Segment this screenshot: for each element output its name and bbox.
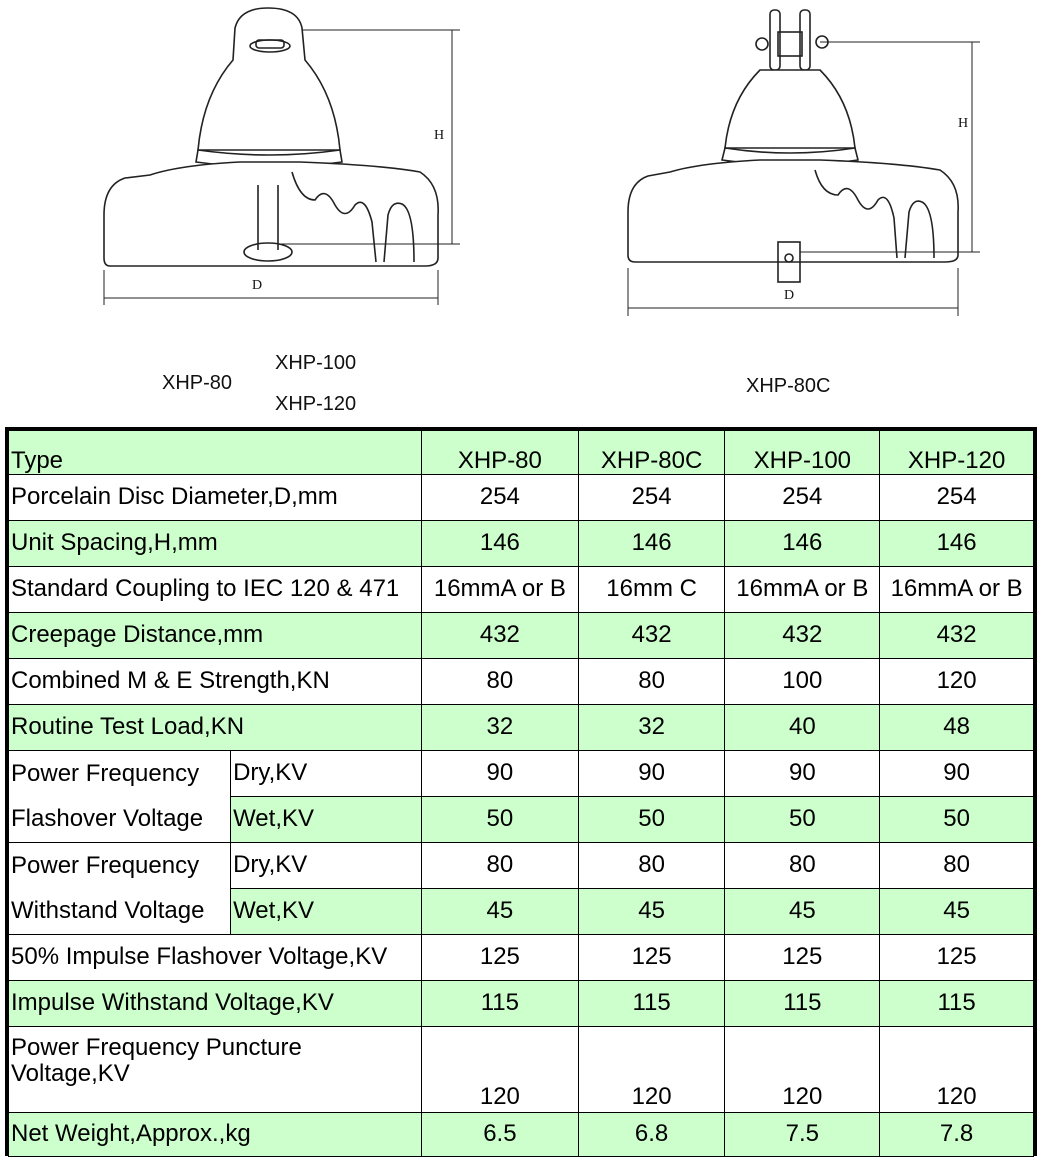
table-row xyxy=(9,1113,1034,1157)
table-row xyxy=(9,659,1034,705)
cell: 45 xyxy=(725,889,880,935)
cell: 125 xyxy=(880,935,1034,981)
cell: 80 xyxy=(422,659,579,705)
row-label: 50% Impulse Flashover Voltage,KV xyxy=(9,935,422,981)
cell: 90 xyxy=(578,751,725,797)
row-label: Impulse Withstand Voltage,KV xyxy=(9,981,422,1027)
table-row xyxy=(9,797,1034,843)
label-xhp-80: XHP-80 xyxy=(162,372,233,394)
header-row xyxy=(9,431,1034,475)
sub-label: Dry,KV xyxy=(231,751,422,797)
table-row xyxy=(9,475,1034,521)
cell: 80 xyxy=(578,843,725,889)
table-row xyxy=(9,935,1034,981)
cell: 120 xyxy=(725,1027,880,1113)
drawing-xhp-80 xyxy=(104,8,460,305)
spec-table xyxy=(5,427,1037,1156)
row-label: Power Frequency xyxy=(9,843,231,889)
cell: 6.5 xyxy=(422,1113,579,1157)
table-row xyxy=(9,1027,1034,1113)
cell: 45 xyxy=(578,889,725,935)
cell: 254 xyxy=(422,475,579,521)
cell: 432 xyxy=(578,613,725,659)
cell: 146 xyxy=(578,521,725,567)
cell: 16mmA or B xyxy=(422,567,579,613)
row-label: Power Frequency xyxy=(9,751,231,797)
dim-d-right: D xyxy=(784,288,795,303)
cell: 32 xyxy=(578,705,725,751)
row-label: Routine Test Load,KN xyxy=(9,705,422,751)
row-label: Power Frequency Puncture Voltage,KV xyxy=(9,1027,422,1113)
cell: 432 xyxy=(422,613,579,659)
cell: 90 xyxy=(725,751,880,797)
dim-d-left: D xyxy=(252,278,263,293)
cell: 254 xyxy=(725,475,880,521)
cell: 32 xyxy=(422,705,579,751)
cell: 16mm C xyxy=(578,567,725,613)
sub-label: Dry,KV xyxy=(231,843,422,889)
drawing-xhp-80c xyxy=(628,10,980,316)
cell: 45 xyxy=(880,889,1034,935)
table-row xyxy=(9,613,1034,659)
cell: 100 xyxy=(725,659,880,705)
sub-label: Wet,KV xyxy=(231,889,422,935)
cell: 40 xyxy=(725,705,880,751)
cell: 50 xyxy=(578,797,725,843)
row-label: Withstand Voltage xyxy=(9,889,231,935)
cell: 115 xyxy=(422,981,579,1027)
cell: 254 xyxy=(880,475,1034,521)
dim-h-left: H xyxy=(434,128,445,143)
cell: 7.8 xyxy=(880,1113,1034,1157)
cell: 80 xyxy=(578,659,725,705)
table-row xyxy=(9,751,1034,797)
cell: 16mmA or B xyxy=(880,567,1034,613)
row-label: Net Weight,Approx.,kg xyxy=(9,1113,422,1157)
cell: 50 xyxy=(422,797,579,843)
row-label: Unit Spacing,H,mm xyxy=(9,521,422,567)
label-xhp-80c: XHP-80C xyxy=(746,375,831,397)
label-xhp-100: XHP-100 xyxy=(275,352,357,374)
dim-h-right: H xyxy=(958,116,969,131)
cell: 125 xyxy=(725,935,880,981)
table-row xyxy=(9,889,1034,935)
cell: 16mmA or B xyxy=(725,567,880,613)
table-row xyxy=(9,567,1034,613)
row-label: Standard Coupling to IEC 120 & 471 xyxy=(9,567,422,613)
cell: 146 xyxy=(422,521,579,567)
model-header: XHP-80C xyxy=(578,431,725,475)
cell: 48 xyxy=(880,705,1034,751)
cell: 80 xyxy=(725,843,880,889)
cell: 432 xyxy=(725,613,880,659)
cell: 45 xyxy=(422,889,579,935)
cell: 7.5 xyxy=(725,1113,880,1157)
model-header: XHP-120 xyxy=(880,431,1034,475)
table-row xyxy=(9,705,1034,751)
row-label: Creepage Distance,mm xyxy=(9,613,422,659)
cell: 80 xyxy=(422,843,579,889)
cell: 6.8 xyxy=(578,1113,725,1157)
cell: 90 xyxy=(880,751,1034,797)
table-row xyxy=(9,843,1034,889)
header-label: Type xyxy=(9,431,422,475)
cell: 432 xyxy=(880,613,1034,659)
label-xhp-120: XHP-120 xyxy=(275,393,357,415)
cell: 115 xyxy=(725,981,880,1027)
cell: 120 xyxy=(578,1027,725,1113)
sub-label: Wet,KV xyxy=(231,797,422,843)
cell: 50 xyxy=(880,797,1034,843)
row-label: Porcelain Disc Diameter,D,mm xyxy=(9,475,422,521)
table-row xyxy=(9,981,1034,1027)
cell: 90 xyxy=(422,751,579,797)
cell: 254 xyxy=(578,475,725,521)
insulator-drawings xyxy=(0,0,1050,425)
cell: 146 xyxy=(880,521,1034,567)
cell: 120 xyxy=(880,659,1034,705)
model-header: XHP-80 xyxy=(422,431,579,475)
cell: 125 xyxy=(422,935,579,981)
cell: 120 xyxy=(880,1027,1034,1113)
cell: 125 xyxy=(578,935,725,981)
cell: 146 xyxy=(725,521,880,567)
row-label: Combined M & E Strength,KN xyxy=(9,659,422,705)
cell: 115 xyxy=(578,981,725,1027)
cell: 80 xyxy=(880,843,1034,889)
cell: 115 xyxy=(880,981,1034,1027)
model-header: XHP-100 xyxy=(725,431,880,475)
cell: 120 xyxy=(422,1027,579,1113)
table-row xyxy=(9,521,1034,567)
cell: 50 xyxy=(725,797,880,843)
row-label: Flashover Voltage xyxy=(9,797,231,843)
